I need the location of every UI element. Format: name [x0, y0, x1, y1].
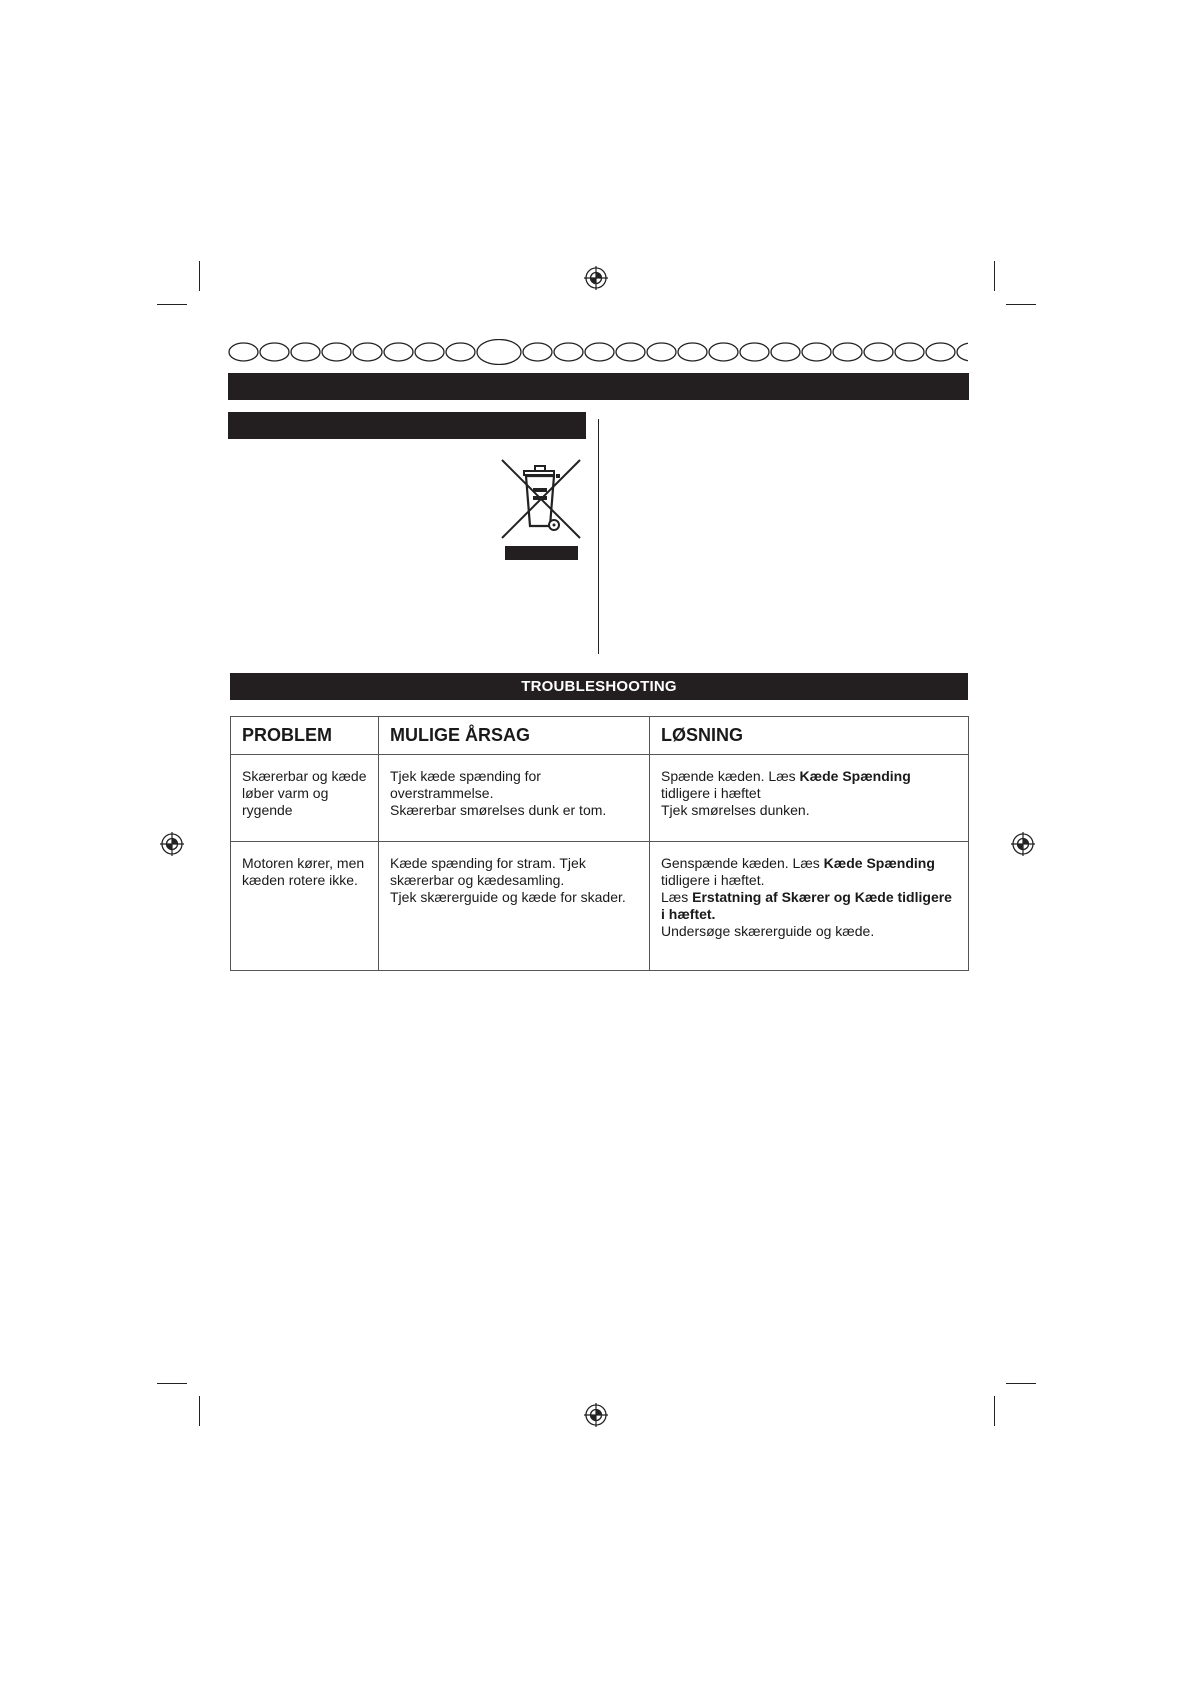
- language-tab: [802, 343, 831, 361]
- solution-line: [661, 889, 957, 923]
- troubleshooting-table: [230, 716, 969, 971]
- language-tab: [585, 343, 614, 361]
- solution-reference: Kæde Spænding: [799, 768, 911, 784]
- crop-mark: [199, 261, 200, 291]
- crop-mark: [199, 1396, 200, 1426]
- solution-line: [661, 855, 957, 889]
- language-tabs: [228, 339, 968, 365]
- solution-cell: [650, 842, 969, 971]
- solution-line: Undersøge skærerguide og kæde.: [661, 923, 875, 939]
- solution-text: Genspænde kæden. Læs: [661, 855, 824, 871]
- language-tab: [322, 343, 351, 361]
- crop-mark: [994, 261, 995, 291]
- cause-line: Kæde spænding for stram. Tjek skærerbar og kædesamling.: [390, 855, 586, 888]
- language-tab: [709, 343, 738, 361]
- crop-mark: [994, 1396, 995, 1426]
- language-tab: [647, 343, 676, 361]
- language-tab: [229, 343, 258, 361]
- subsection-header-bar: [228, 412, 586, 439]
- solution-reference: Kæde Spænding: [823, 855, 935, 871]
- cause-line: Tjek kæde spænding for overstrammelse.: [390, 768, 541, 801]
- crop-mark: [1006, 1383, 1036, 1384]
- language-tab: [678, 343, 707, 361]
- problem-cell: Motoren kører, men kæden rotere ikke.: [231, 842, 379, 971]
- registration-mark-icon: [584, 266, 608, 290]
- cause-line: Skærerbar smørelses dunk er tom.: [390, 802, 607, 818]
- language-tab: [895, 343, 924, 361]
- crop-mark: [157, 1383, 187, 1384]
- language-tab: [740, 343, 769, 361]
- solution-cell: [650, 755, 969, 842]
- language-tab: [616, 343, 645, 361]
- registration-mark-icon: [160, 832, 184, 856]
- cause-line: Tjek skærerguide og kæde for skader.: [390, 889, 626, 905]
- section-header-bar: [228, 373, 969, 400]
- language-tab: [353, 343, 382, 361]
- crop-mark: [1006, 304, 1036, 305]
- language-tab: [446, 343, 475, 361]
- table-row: [231, 842, 969, 971]
- solution-reference: Erstatning af Skærer og Kæde tidligere i hæftet.: [661, 889, 952, 922]
- crop-mark: [157, 304, 187, 305]
- cause-cell: [379, 842, 650, 971]
- problem-cell: Skærerbar og kæde løber varm og rygende: [231, 755, 379, 842]
- language-tab: [771, 343, 800, 361]
- weee-bin-icon: [500, 458, 582, 562]
- registration-mark-icon: [584, 1403, 608, 1427]
- language-tab: [926, 343, 955, 361]
- table-row: [231, 755, 969, 842]
- solution-line: Tjek smørelses dunken.: [661, 802, 810, 818]
- header-cause: MULIGE ÅRSAG: [379, 717, 650, 755]
- header-problem: PROBLEM: [231, 717, 379, 755]
- solution-text: Læs: [661, 889, 693, 905]
- troubleshooting-title: TROUBLESHOOTING: [230, 673, 968, 700]
- solution-text: tidligere i hæftet: [661, 785, 761, 801]
- language-tab: [957, 343, 968, 361]
- language-tab: [291, 343, 320, 361]
- solution-text: tidligere i hæftet.: [661, 872, 765, 888]
- column-divider: [598, 419, 599, 654]
- language-tab: [523, 343, 552, 361]
- language-tab-active: [477, 340, 521, 365]
- solution-line: [661, 768, 957, 802]
- language-tab: [864, 343, 893, 361]
- language-tab: [554, 343, 583, 361]
- language-tab: [260, 343, 289, 361]
- language-tab: [415, 343, 444, 361]
- solution-text: Spænde kæden. Læs: [661, 768, 800, 784]
- cause-cell: [379, 755, 650, 842]
- table-header-row: [231, 717, 969, 755]
- header-solution: LØSNING: [650, 717, 969, 755]
- language-tab: [833, 343, 862, 361]
- registration-mark-icon: [1011, 832, 1035, 856]
- language-tab: [384, 343, 413, 361]
